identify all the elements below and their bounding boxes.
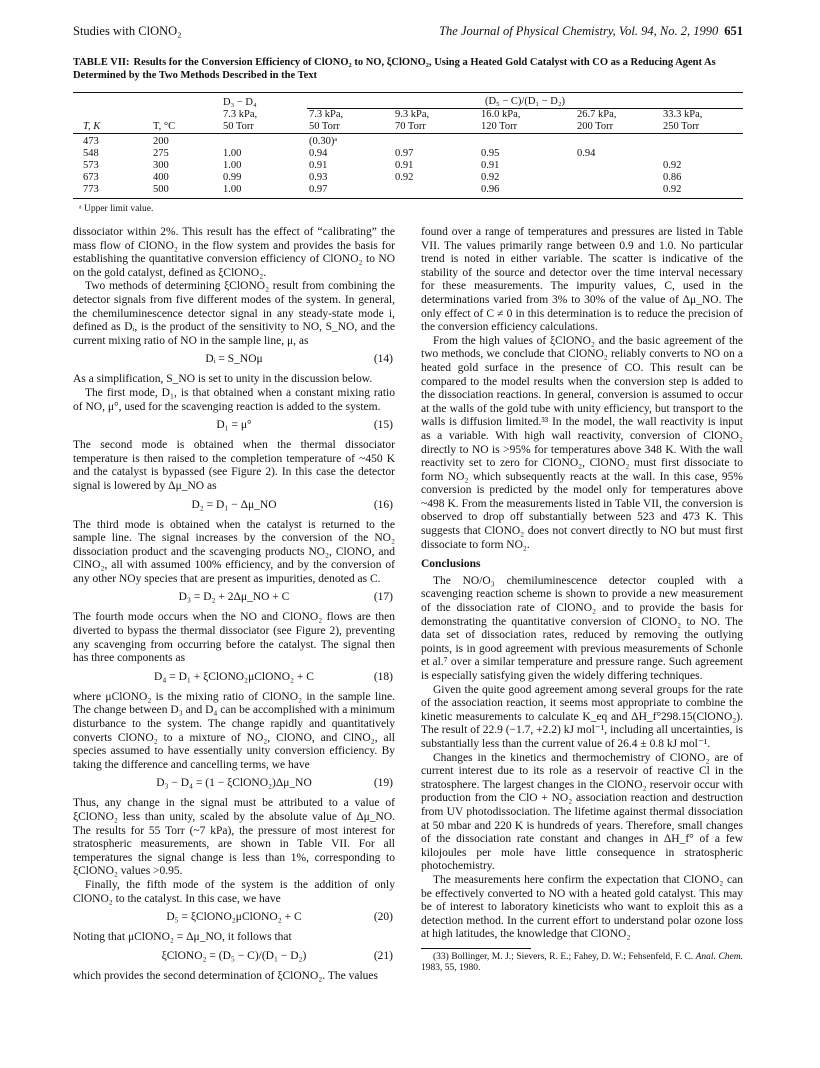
- equation-number: (18): [373, 670, 393, 683]
- table-cell: 0.92: [663, 160, 682, 171]
- table-caption: [73, 56, 743, 82]
- table-cell: [393, 134, 479, 149]
- reference-footnote-33: [421, 952, 743, 975]
- paragraph: The NO/O₃ chemiluminescence detector coupled with a scavenging reaction scheme is shown to provide a new measurement of the dissociation rate of ClONO₂ and to provide the basis for demonstrating the quantitative conversion of ClONO₂ to NO. The data set of dissociation rates, reduced by removing the outlying points, is in good agreement with previous measurements of Schonle et al.⁷ over a similar temperature and pressure range. Such agreement is especially satisfying given the widely differing techniques.: [421, 574, 743, 682]
- table-cell: [575, 184, 661, 196]
- column-header-top: 16.0 kPa,: [481, 109, 521, 120]
- equation-expression: D₁ = μ°: [216, 419, 252, 432]
- equation-19: [73, 775, 395, 794]
- equation-number: (19): [373, 777, 393, 790]
- table-cell: 0.97: [395, 148, 414, 159]
- table-row: [73, 184, 743, 196]
- column-header: 50 Torr: [309, 121, 340, 132]
- paragraph: Two methods of determining ξClONO₂ result from combining the detector signals from five different modes of the system. In general, the chemiluminescence detector signal in any steady-state mode i, defined as Dᵢ, is the product of the sensitivity to NO, S_NO, and the current mixing ratio of NO in the sample line, μ, as: [73, 280, 395, 347]
- table-bottom-rule: [73, 196, 743, 199]
- table-cell: 300: [153, 160, 169, 171]
- table-group-header-row: [73, 93, 743, 109]
- table-cell: 0.94: [309, 148, 328, 159]
- journal-name: The Journal of Physical Chemistry, Vol. 94, No. 2, 1990: [439, 24, 719, 38]
- table-row: [73, 172, 743, 184]
- paragraph: The first mode, D₁, is that obtained when a constant mixing ratio of NO, μ°, used for the scavenging reaction is added to the system.: [73, 386, 395, 413]
- right-column: [421, 226, 743, 975]
- table-cell: [661, 134, 743, 149]
- column-header-top: 26.7 kPa,: [577, 109, 617, 120]
- equation-15: [73, 417, 395, 436]
- column-header-top: 7.3 kPa,: [309, 109, 344, 120]
- journal-citation: [439, 24, 743, 39]
- conversion-efficiency-table: [73, 92, 743, 199]
- equation-number: (14): [373, 353, 393, 366]
- table-cell: 0.94: [577, 148, 596, 159]
- column-header: 120 Torr: [481, 121, 518, 132]
- column-header: 50 Torr: [223, 121, 254, 132]
- table-cell: 773: [83, 184, 99, 195]
- table-cell: 0.95: [481, 148, 500, 159]
- table-cell: 0.92: [481, 172, 500, 183]
- footnote-journal: Anal. Chem.: [695, 951, 743, 962]
- equation-expression: D₂ = D₁ − Δμ_NO: [191, 498, 277, 511]
- equation-18: [73, 669, 395, 688]
- column-header: 200 Torr: [577, 121, 614, 132]
- equation-16: [73, 497, 395, 516]
- table-cell: [575, 172, 661, 184]
- table-caption-text: Results for the Conversion Efficiency of ClONO₂ to NO, ξClONO₂, Using a Heated Gold Catalyst with CO as a Reducing Agent As Determined by the Two Methods Described in the Text: [73, 57, 716, 81]
- paragraph: Changes in the kinetics and thermochemistry of ClONO₂ are of current interest due to its role as a reservoir of reactive Cl in the stratosphere. The largest changes in the ClONO₂ reservoir occur with production from the ClO + NO₂ association reaction and destruction from UV photodissociation. The lifetime against thermal dissociation at 50 mbar and 220 K is hundreds of years. Therefore, small changes of the dissociation rate constant and changes in ΔH_f° of a few kilojoules per mole have little consequence in stratospheric photochemistry.: [421, 751, 743, 873]
- footnote-citation: 1983, 55, 1980.: [421, 963, 481, 974]
- paragraph: which provides the second determination of ξClONO₂. The values: [73, 969, 378, 982]
- running-header: [73, 24, 743, 42]
- equation-expression: Dᵢ = S_NOμ: [205, 353, 263, 366]
- table-cell: 0.92: [395, 172, 414, 183]
- equation-number: (21): [373, 949, 393, 962]
- paragraph: The fourth mode occurs when the NO and ClONO₂ flows are then diverted to bypass the thermal dissociator (see Figure 2), preventing any scavenging from occurring before the catalyst. The signal then has three components as: [73, 611, 395, 665]
- table-label: TABLE VII:: [73, 57, 130, 68]
- table-pressure-row: [73, 109, 743, 122]
- paragraph: where μClONO₂ is the mixing ratio of ClONO₂ in the sample line. The change between D₃ and D₄ can be accomplished with a minimum disturbance to the system. The change rapidly and quantitatively converts ClONO₂ to a mixture of NO₂, ClONO, and ClNO₂, all species assumed to have essentially unity conversion efficiency. By taking the difference and cancelling terms, we have: [73, 690, 395, 771]
- table-cell: 1.00: [223, 184, 242, 195]
- equation-number: (16): [373, 498, 393, 511]
- equation-17: [73, 589, 395, 608]
- table-cell: 275: [153, 148, 169, 159]
- equation-expression: D₃ − D₄ = (1 − ξClONO₂)Δμ_NO: [156, 777, 312, 790]
- table-cell: 673: [83, 172, 99, 183]
- equation-number: (17): [373, 591, 393, 604]
- column-header: T, K: [83, 121, 101, 132]
- table-cell: 0.91: [309, 160, 328, 171]
- paragraph: found over a range of temperatures and pressures are listed in Table VII. The values primarily range between 0.9 and 1.0. No particular trend is noted in either variable. The scatter is indicative of the stability of the source and detector over the time interval necessary for these measurements. The impurity values, C, used in the determinations varied from 3% to 30% of the value of Δμ_NO. The only effect of C ≠ 0 in this determination is to reduce the precision of the conversion efficiency calculations.: [421, 226, 743, 334]
- table-cell: 0.96: [481, 184, 500, 195]
- equation-number: (15): [373, 419, 393, 432]
- running-title: Studies with ClONO₂: [73, 24, 182, 38]
- table-cell: [661, 148, 743, 160]
- footnote-rule: [421, 948, 531, 949]
- paragraph: Noting that μClONO₂ = Δμ_NO, it follows that: [73, 931, 292, 944]
- column-header: 250 Torr: [663, 121, 700, 132]
- table-cell: 0.92: [663, 184, 682, 195]
- table-cell: 0.91: [481, 160, 500, 171]
- table-cell: 0.99: [223, 172, 242, 183]
- table-body: [73, 134, 743, 199]
- table-cell: [393, 184, 479, 196]
- table-cell: 548: [83, 148, 99, 159]
- table-cell: 1.00: [223, 160, 242, 171]
- table-row: [73, 134, 743, 149]
- paragraph: As a simplification, S_NO is set to unity in the discussion below.: [73, 373, 373, 386]
- table-cell: 0.91: [395, 160, 414, 171]
- table-cell: (0.30)ᵃ: [309, 136, 338, 147]
- table-cell: 0.86: [663, 172, 682, 183]
- column-header-top: 33.3 kPa,: [663, 109, 703, 120]
- table-row: [73, 148, 743, 160]
- equation-expression: ξClONO₂ = (D₅ − C)/(D₁ − D₂): [161, 949, 307, 962]
- group-header-d3-d4: D₃ − D₄: [223, 96, 257, 108]
- paragraph: Thus, any change in the signal must be attributed to a value of ξClONO₂ less than unity, scaled by the absolute value of Δμ_NO. The results for 55 Torr (~7 kPa), the pressure of most interest for stratospheric measurements, are shown in Table VII. For all temperatures the signal change is less than 1%, corresponding to ξClONO₂ values >0.95.: [73, 797, 395, 878]
- table-rule-cell: [73, 196, 743, 199]
- table-cell: [479, 134, 575, 149]
- paragraph: The measurements here confirm the expectation that ClONO₂ can be effectively converted to NO with a heated gold catalyst. This may be of interest to laboratory kineticists who want to exploit this as a detection method. In the current effort to understand polar ozone loss at high latitudes, the knowledge that ClONO₂: [421, 873, 743, 941]
- paragraph: dissociator within 2%. This result has the effect of “calibrating” the mass flow of ClONO₂ in the flow system and provides the basis for establishing the quantitative conversion efficiency of ClONO₂ to NO on the gold catalyst, defined as ξClONO₂.: [73, 226, 395, 279]
- column-header-top: 7.3 kPa,: [223, 109, 258, 120]
- table-cell: 0.97: [309, 184, 328, 195]
- column-header-top: 9.3 kPa,: [395, 109, 430, 120]
- equation-expression: D₄ = D₁ + ξClONO₂μClONO₂ + C: [154, 670, 314, 683]
- equation-20: [73, 909, 395, 928]
- paragraph: The third mode is obtained when the catalyst is returned to the sample line. The signal increases by the conversion of the NO₂ dissociation product and the scavenging products NO₂, ClONO, and ClNO₂, all with assumed 100% efficiency, and by the conversion of any other NOy species that are present as impurities, denoted as C.: [73, 518, 395, 585]
- equation-14: [73, 351, 395, 370]
- left-column: [73, 226, 395, 983]
- table-cell: 1.00: [223, 148, 242, 159]
- equation-expression: D₃ = D₂ + 2Δμ_NO + C: [178, 591, 290, 604]
- table-footnote: ᵃ Upper limit value.: [79, 204, 154, 214]
- paragraph: The second mode is obtained when the thermal dissociator temperature is then raised to the completion temperature of ~450 K and the catalyst is bypassed (see Figure 2). In this case the detector signal is lowered by Δμ_NO as: [73, 439, 395, 492]
- group-header-ratio: (D₅ − C)/(D₁ − D₂): [307, 93, 743, 109]
- equation-expression: D₅ = ξClONO₂μClONO₂ + C: [166, 911, 302, 924]
- equation-21: [73, 948, 395, 967]
- table-cell: 573: [83, 160, 99, 171]
- table-column-header-row: [73, 121, 743, 134]
- paragraph: Given the quite good agreement among several groups for the rate of the association reaction, it seems most appropriate to combine the kinetic measurements to calculate K_eq and ΔH_f°298.15(ClONO₂). The result of 22.9 (−1.7, +2.2) kJ mol⁻¹, including all uncertainties, is substantially less than the current value of 26.4 ± 0.8 kJ mol⁻¹.: [421, 683, 743, 750]
- table-cell: [221, 134, 307, 149]
- table-row: [73, 160, 743, 172]
- footnote-authors: (33) Bollinger, M. J.; Sievers, R. E.; Fahey, D. W.; Fehsenfeld, F. C.: [433, 951, 694, 962]
- paragraph: From the high values of ξClONO₂ and the basic agreement of the two methods, we conclude that ClONO₂ reliably converts to NO on a heated gold surface in the presence of CO. This result can be compared to the model results when the conversion step is added to the dissociation reactions. In general, conversion is assumed to occur at the walls of the gold tube with unity efficiency, but transport to the walls is diffusion limited.³³ In the model, the wall reactivity is input as a variable. With high wall reactivity, conversion of ClONO₂ directly to NO is >95% for temperatures above 348 K. With the wall reactivity set to zero for ClONO₂, ClONO₂ must first dissociate to form NO₂ which subsequently reacts at the wall. In this case, 95% conversion is predicted by the model only for temperatures above ~498 K. From the measurements listed in Table VII, the conversion is observed to drop off substantially between 523 and 473 K. This suggests that ClONO₂ does not convert directly to NO but must first dissociate to form NO₂.: [421, 334, 743, 551]
- table-cell: 0.93: [309, 172, 328, 183]
- column-header: 70 Torr: [395, 121, 426, 132]
- table-cell: [575, 134, 661, 149]
- column-header: T, °C: [153, 121, 176, 132]
- table-cell: [575, 160, 661, 172]
- table-cell: 200: [153, 136, 169, 147]
- page-number: 651: [724, 24, 743, 38]
- equation-number: (20): [373, 911, 393, 924]
- table-cell: 500: [153, 184, 169, 195]
- table-cell: 400: [153, 172, 169, 183]
- section-heading-conclusions: Conclusions: [421, 558, 481, 571]
- table-cell: 473: [83, 136, 99, 147]
- paragraph: Finally, the fifth mode of the system is the addition of only ClONO₂ to the catalyst. In this case, we have: [73, 878, 395, 905]
